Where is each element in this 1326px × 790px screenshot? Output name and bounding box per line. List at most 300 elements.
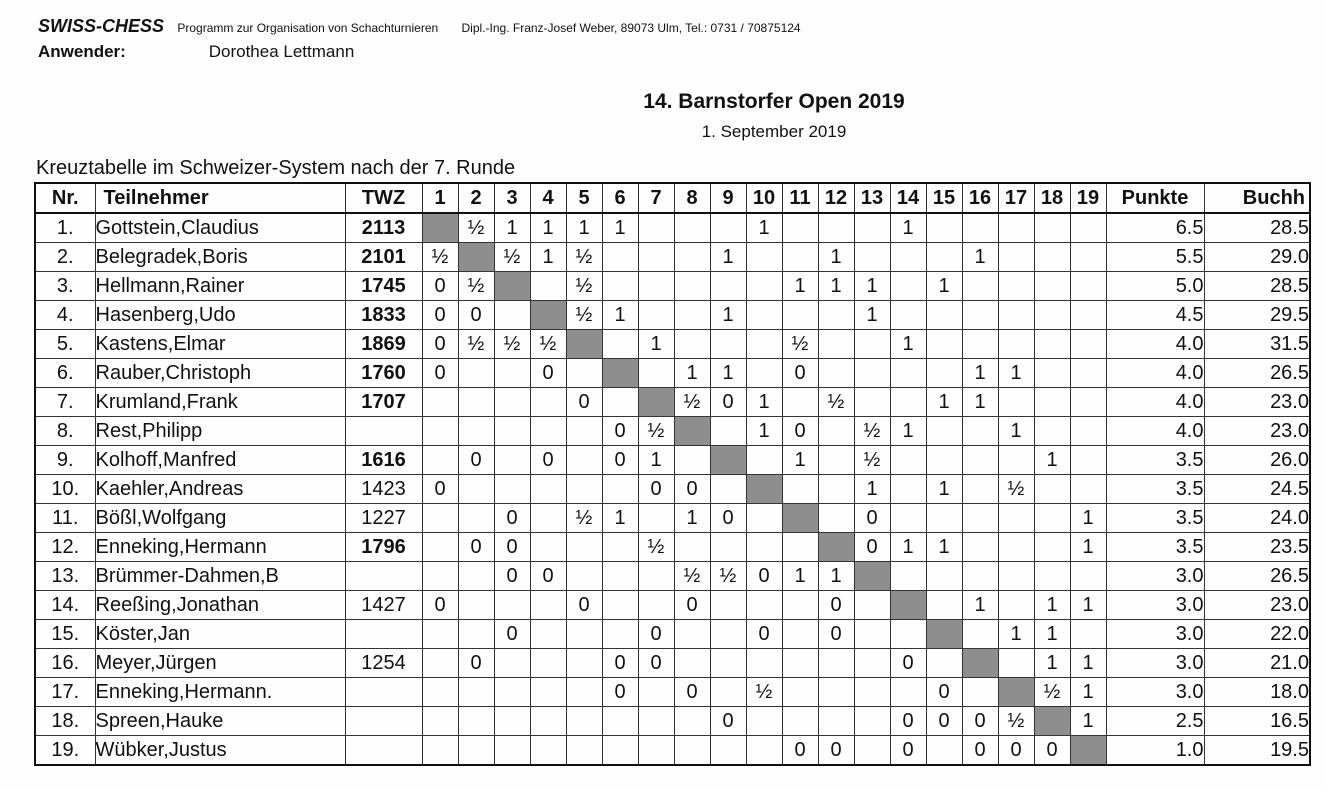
result-cell (674, 272, 710, 301)
result-cell (422, 562, 458, 591)
result-cell: 0 (962, 707, 998, 736)
result-cell: 1 (1070, 504, 1106, 533)
result-cell: 0 (710, 388, 746, 417)
result-cell (566, 475, 602, 504)
result-cell: ½ (566, 301, 602, 330)
diagonal-cell (854, 562, 890, 591)
player-rating (345, 736, 422, 766)
result-cell (818, 678, 854, 707)
result-cell (1034, 533, 1070, 562)
result-cell: ½ (566, 272, 602, 301)
diagonal-cell (818, 533, 854, 562)
player-number: 8. (35, 417, 95, 446)
result-cell (494, 301, 530, 330)
player-name: Meyer,Jürgen (95, 649, 345, 678)
player-name: Spreen,Hauke (95, 707, 345, 736)
result-cell: 1 (1070, 707, 1106, 736)
player-points: 3.0 (1106, 678, 1204, 707)
col-header-round-6: 6 (602, 183, 638, 213)
result-cell (746, 649, 782, 678)
result-cell (674, 330, 710, 359)
result-cell: 1 (1034, 620, 1070, 649)
result-cell: ½ (638, 417, 674, 446)
result-cell (890, 301, 926, 330)
result-cell: 1 (674, 359, 710, 388)
player-number: 4. (35, 301, 95, 330)
result-cell: 0 (998, 736, 1034, 766)
result-cell (962, 562, 998, 591)
result-cell: 0 (854, 533, 890, 562)
result-cell: 0 (566, 388, 602, 417)
result-cell (566, 678, 602, 707)
table-row (35, 533, 1310, 562)
table-row (35, 678, 1310, 707)
result-cell (782, 591, 818, 620)
result-cell (1034, 330, 1070, 359)
result-cell (638, 736, 674, 766)
result-cell: 0 (818, 591, 854, 620)
result-cell (1034, 243, 1070, 272)
result-cell: 0 (602, 417, 638, 446)
result-cell (998, 301, 1034, 330)
player-buchholz: 16.5 (1204, 707, 1310, 736)
result-cell: 0 (494, 620, 530, 649)
player-buchholz: 18.0 (1204, 678, 1310, 707)
col-header-round-17: 17 (998, 183, 1034, 213)
result-cell (818, 330, 854, 359)
diagonal-cell (746, 475, 782, 504)
diagonal-cell (782, 504, 818, 533)
player-points: 4.0 (1106, 388, 1204, 417)
result-cell (422, 678, 458, 707)
col-header-round-7: 7 (638, 183, 674, 213)
result-cell (530, 504, 566, 533)
result-cell (710, 213, 746, 243)
diagonal-cell (926, 620, 962, 649)
diagonal-cell (1070, 736, 1106, 766)
result-cell (422, 620, 458, 649)
result-cell (746, 243, 782, 272)
result-cell: ½ (1034, 678, 1070, 707)
result-cell (746, 301, 782, 330)
result-cell (710, 533, 746, 562)
result-cell (746, 272, 782, 301)
diagonal-cell (566, 330, 602, 359)
table-row (35, 417, 1310, 446)
result-cell: 0 (530, 359, 566, 388)
player-name: Wübker,Justus (95, 736, 345, 766)
result-cell (530, 678, 566, 707)
player-buchholz: 28.5 (1204, 213, 1310, 243)
result-cell (602, 272, 638, 301)
result-cell: 0 (422, 359, 458, 388)
player-points: 3.5 (1106, 446, 1204, 475)
result-cell (782, 707, 818, 736)
table-row (35, 213, 1310, 243)
result-cell: 0 (890, 649, 926, 678)
result-cell (602, 736, 638, 766)
result-cell (854, 243, 890, 272)
result-cell (926, 417, 962, 446)
result-cell: 0 (602, 678, 638, 707)
result-cell (1034, 562, 1070, 591)
result-cell: 1 (566, 213, 602, 243)
result-cell: 0 (458, 446, 494, 475)
result-cell (746, 330, 782, 359)
player-points: 4.0 (1106, 417, 1204, 446)
player-number: 11. (35, 504, 95, 533)
player-number: 19. (35, 736, 95, 766)
result-cell (998, 213, 1034, 243)
result-cell (458, 736, 494, 766)
result-cell: 1 (926, 475, 962, 504)
result-cell (1034, 359, 1070, 388)
table-row (35, 301, 1310, 330)
player-name: Kolhoff,Manfred (95, 446, 345, 475)
result-cell: 0 (458, 649, 494, 678)
result-cell: 0 (674, 678, 710, 707)
result-cell (782, 301, 818, 330)
table-title: Kreuztabelle im Schweizer-System nach der 7. Runde (36, 157, 516, 179)
result-cell (494, 591, 530, 620)
result-cell (782, 388, 818, 417)
result-cell (782, 649, 818, 678)
player-buchholz: 31.5 (1204, 330, 1310, 359)
result-cell: 1 (962, 591, 998, 620)
table-row (35, 330, 1310, 359)
result-cell (854, 649, 890, 678)
result-cell (854, 591, 890, 620)
result-cell (926, 330, 962, 359)
result-cell (638, 359, 674, 388)
player-points: 5.5 (1106, 243, 1204, 272)
result-cell (998, 504, 1034, 533)
result-cell (926, 736, 962, 766)
result-cell: 1 (710, 243, 746, 272)
player-buchholz: 21.0 (1204, 649, 1310, 678)
result-cell (1070, 301, 1106, 330)
result-cell (494, 475, 530, 504)
result-cell: ½ (458, 272, 494, 301)
result-cell (422, 736, 458, 766)
result-cell (530, 533, 566, 562)
player-name: Hellmann,Rainer (95, 272, 345, 301)
result-cell (998, 533, 1034, 562)
result-cell (890, 475, 926, 504)
result-cell: 0 (602, 649, 638, 678)
player-buchholz: 23.0 (1204, 591, 1310, 620)
result-cell: 1 (998, 359, 1034, 388)
result-cell: 0 (422, 591, 458, 620)
result-cell (1034, 272, 1070, 301)
result-cell: 1 (1070, 591, 1106, 620)
player-buchholz: 24.0 (1204, 504, 1310, 533)
result-cell (854, 213, 890, 243)
result-cell: ½ (530, 330, 566, 359)
result-cell (710, 678, 746, 707)
result-cell (566, 417, 602, 446)
table-row (35, 446, 1310, 475)
result-cell: 0 (710, 504, 746, 533)
player-number: 15. (35, 620, 95, 649)
result-cell (458, 591, 494, 620)
result-cell: 1 (674, 504, 710, 533)
result-cell: 1 (602, 301, 638, 330)
user-line (38, 42, 354, 62)
brand-name: SWISS-CHESS (38, 16, 165, 36)
result-cell: 1 (710, 301, 746, 330)
result-cell (602, 620, 638, 649)
result-cell: ½ (566, 504, 602, 533)
result-cell (890, 562, 926, 591)
table-row (35, 388, 1310, 417)
result-cell: 0 (422, 301, 458, 330)
result-cell: ½ (818, 388, 854, 417)
diagonal-cell (710, 446, 746, 475)
result-cell: 0 (746, 562, 782, 591)
result-cell: ½ (710, 562, 746, 591)
table-row (35, 736, 1310, 766)
result-cell: 1 (854, 475, 890, 504)
result-cell: 0 (422, 272, 458, 301)
result-cell (638, 678, 674, 707)
col-header-round-4: 4 (530, 183, 566, 213)
result-cell (602, 243, 638, 272)
result-cell (602, 388, 638, 417)
player-name: Reeßing,Jonathan (95, 591, 345, 620)
result-cell (998, 272, 1034, 301)
result-cell: 1 (710, 359, 746, 388)
result-cell (422, 707, 458, 736)
player-rating: 2113 (345, 213, 422, 243)
result-cell: 1 (530, 243, 566, 272)
result-cell (890, 446, 926, 475)
result-cell: 0 (422, 475, 458, 504)
result-cell (674, 446, 710, 475)
result-cell: 1 (782, 272, 818, 301)
result-cell (962, 301, 998, 330)
player-rating: 1745 (345, 272, 422, 301)
result-cell (1070, 272, 1106, 301)
result-cell (782, 243, 818, 272)
result-cell: 0 (530, 562, 566, 591)
result-cell (818, 475, 854, 504)
result-cell: ½ (746, 678, 782, 707)
result-cell (494, 678, 530, 707)
player-buchholz: 24.5 (1204, 475, 1310, 504)
result-cell (962, 533, 998, 562)
result-cell (1070, 359, 1106, 388)
result-cell (1070, 620, 1106, 649)
result-cell (746, 736, 782, 766)
result-cell: 1 (818, 562, 854, 591)
result-cell: 0 (674, 475, 710, 504)
result-cell (926, 243, 962, 272)
result-cell (998, 388, 1034, 417)
result-cell: 1 (746, 388, 782, 417)
player-name: Hasenberg,Udo (95, 301, 345, 330)
player-name: Brümmer-Dahmen,B (95, 562, 345, 591)
result-cell (1070, 388, 1106, 417)
col-header-round-10: 10 (746, 183, 782, 213)
result-cell: 1 (1034, 649, 1070, 678)
result-cell: 1 (638, 330, 674, 359)
result-cell (890, 272, 926, 301)
result-cell: ½ (674, 388, 710, 417)
result-cell (602, 533, 638, 562)
result-cell (494, 446, 530, 475)
player-buchholz: 23.0 (1204, 417, 1310, 446)
player-name: Kaehler,Andreas (95, 475, 345, 504)
table-row (35, 475, 1310, 504)
result-cell (998, 446, 1034, 475)
player-buchholz: 29.5 (1204, 301, 1310, 330)
result-cell (1070, 330, 1106, 359)
table-row (35, 620, 1310, 649)
table-row (35, 562, 1310, 591)
result-cell (494, 707, 530, 736)
result-cell (602, 707, 638, 736)
player-buchholz: 19.5 (1204, 736, 1310, 766)
result-cell (890, 620, 926, 649)
player-points: 3.5 (1106, 504, 1204, 533)
result-cell (566, 620, 602, 649)
player-number: 6. (35, 359, 95, 388)
result-cell: 1 (746, 417, 782, 446)
result-cell (710, 736, 746, 766)
col-header-round-18: 18 (1034, 183, 1070, 213)
result-cell (1034, 213, 1070, 243)
player-number: 7. (35, 388, 95, 417)
result-cell (566, 446, 602, 475)
result-cell: 0 (638, 475, 674, 504)
player-buchholz: 22.0 (1204, 620, 1310, 649)
result-cell (530, 475, 566, 504)
result-cell (998, 330, 1034, 359)
player-number: 3. (35, 272, 95, 301)
player-number: 10. (35, 475, 95, 504)
result-cell (926, 649, 962, 678)
result-cell: 1 (1034, 446, 1070, 475)
result-cell (818, 504, 854, 533)
diagonal-cell (458, 243, 494, 272)
result-cell: 1 (998, 417, 1034, 446)
player-number: 16. (35, 649, 95, 678)
player-number: 14. (35, 591, 95, 620)
result-cell (782, 213, 818, 243)
result-cell (674, 620, 710, 649)
player-name: Kastens,Elmar (95, 330, 345, 359)
result-cell (818, 213, 854, 243)
result-cell (674, 533, 710, 562)
result-cell (674, 213, 710, 243)
diagonal-cell (998, 678, 1034, 707)
result-cell (890, 504, 926, 533)
result-cell (566, 649, 602, 678)
result-cell: 0 (854, 504, 890, 533)
result-cell (854, 707, 890, 736)
result-cell (782, 475, 818, 504)
result-cell: 0 (494, 533, 530, 562)
player-rating: 2101 (345, 243, 422, 272)
result-cell: 1 (962, 243, 998, 272)
result-cell (746, 707, 782, 736)
result-cell: ½ (566, 243, 602, 272)
player-name: Bößl,Wolfgang (95, 504, 345, 533)
result-cell (494, 417, 530, 446)
player-buchholz: 28.5 (1204, 272, 1310, 301)
result-cell (458, 388, 494, 417)
result-cell (998, 243, 1034, 272)
result-cell: ½ (674, 562, 710, 591)
result-cell (1070, 417, 1106, 446)
diagonal-cell (962, 649, 998, 678)
table-row (35, 359, 1310, 388)
col-header-round-13: 13 (854, 183, 890, 213)
player-rating: 1616 (345, 446, 422, 475)
result-cell: 0 (818, 620, 854, 649)
result-cell (890, 678, 926, 707)
result-cell: 0 (422, 330, 458, 359)
player-rating: 1254 (345, 649, 422, 678)
result-cell: 1 (890, 213, 926, 243)
result-cell (602, 562, 638, 591)
player-buchholz: 26.5 (1204, 562, 1310, 591)
result-cell (1034, 475, 1070, 504)
result-cell (926, 562, 962, 591)
header-row (35, 183, 1310, 213)
diagonal-cell (602, 359, 638, 388)
result-cell (674, 243, 710, 272)
result-cell (962, 620, 998, 649)
result-cell (926, 504, 962, 533)
result-cell (458, 417, 494, 446)
result-cell (962, 446, 998, 475)
player-name: Köster,Jan (95, 620, 345, 649)
result-cell (926, 591, 962, 620)
player-number: 18. (35, 707, 95, 736)
result-cell (530, 736, 566, 766)
result-cell (674, 649, 710, 678)
result-cell (746, 446, 782, 475)
result-cell (530, 707, 566, 736)
table-row (35, 591, 1310, 620)
result-cell (602, 591, 638, 620)
diagonal-cell (494, 272, 530, 301)
program-description: Programm zur Organisation von Schachturnieren (177, 21, 439, 35)
result-cell (566, 562, 602, 591)
player-rating: 1423 (345, 475, 422, 504)
result-cell (710, 591, 746, 620)
result-cell: 0 (890, 736, 926, 766)
result-cell (998, 591, 1034, 620)
diagonal-cell (674, 417, 710, 446)
player-name: Gottstein,Claudius (95, 213, 345, 243)
result-cell: 1 (782, 562, 818, 591)
result-cell: 0 (782, 736, 818, 766)
col-header-round-9: 9 (710, 183, 746, 213)
result-cell: 0 (458, 533, 494, 562)
player-points: 3.5 (1106, 533, 1204, 562)
player-rating: 1227 (345, 504, 422, 533)
result-cell (638, 243, 674, 272)
player-points: 4.0 (1106, 359, 1204, 388)
result-cell (638, 562, 674, 591)
result-cell (638, 272, 674, 301)
result-cell: 1 (926, 388, 962, 417)
result-cell (890, 388, 926, 417)
result-cell (962, 330, 998, 359)
